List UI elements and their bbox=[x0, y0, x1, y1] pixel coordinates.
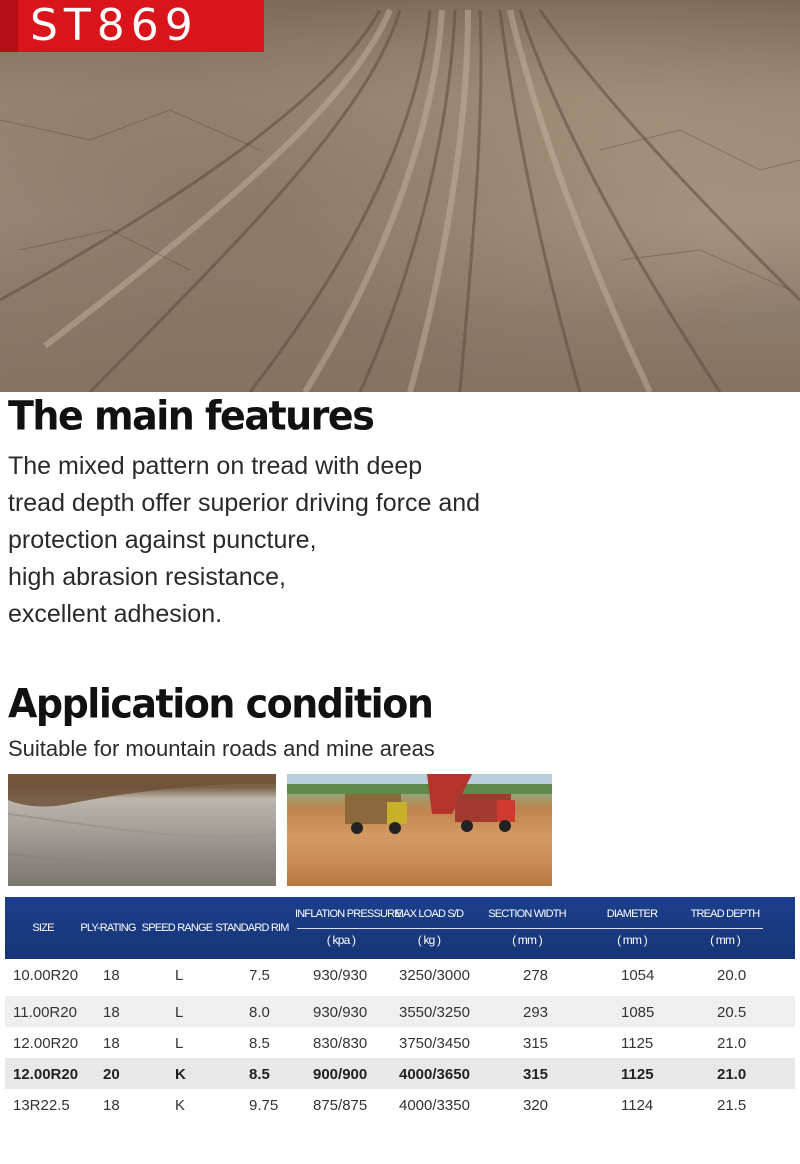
spec-table-header bbox=[5, 897, 795, 959]
cell-size: 11.00R20 bbox=[13, 1004, 77, 1021]
cell-diameter: 1124 bbox=[621, 1097, 654, 1114]
photo-mine-area bbox=[287, 774, 552, 886]
cell-ply: 18 bbox=[103, 1097, 120, 1114]
header-section-width: SECTION WIDTH bbox=[488, 908, 566, 920]
cell-rim: 8.0 bbox=[249, 1004, 270, 1021]
mountain-road-illustration bbox=[8, 774, 276, 886]
brand-logo bbox=[0, 0, 264, 52]
cell-size: 10.00R20 bbox=[13, 967, 79, 984]
table-row bbox=[5, 1058, 795, 1089]
table-row bbox=[5, 959, 795, 990]
cell-depth: 21.0 bbox=[717, 1066, 747, 1083]
features-description bbox=[8, 448, 480, 633]
cell-speed: L bbox=[175, 1035, 184, 1052]
cell-load: 4000/3650 bbox=[399, 1066, 470, 1083]
features-line: high abrasion resistance, bbox=[8, 563, 286, 591]
cell-width: 315 bbox=[523, 1035, 549, 1052]
mine-trucks-illustration bbox=[287, 774, 552, 886]
header-tread-depth: TREAD DEPTH bbox=[690, 908, 760, 920]
cell-ply: 20 bbox=[103, 1066, 120, 1083]
application-description: Suitable for mountain roads and mine areas bbox=[8, 736, 435, 761]
header-diameter-unit: ( mm ) bbox=[617, 933, 647, 947]
header-diameter: DIAMETER bbox=[606, 908, 658, 920]
header-max-load-unit: ( kg ) bbox=[417, 933, 441, 947]
cell-pressure: 875/875 bbox=[313, 1097, 368, 1114]
cell-width: 278 bbox=[523, 967, 549, 984]
features-heading: The main features bbox=[8, 392, 374, 440]
cell-ply: 18 bbox=[103, 967, 120, 984]
cell-rim: 7.5 bbox=[249, 967, 270, 984]
cell-diameter: 1125 bbox=[621, 1035, 654, 1052]
table-row bbox=[5, 1027, 795, 1058]
cell-width: 315 bbox=[523, 1066, 549, 1083]
cell-speed: L bbox=[175, 1004, 184, 1021]
header-tread-depth-unit: ( mm ) bbox=[710, 933, 740, 947]
cell-rim: 8.5 bbox=[249, 1035, 270, 1052]
cell-ply: 18 bbox=[103, 1004, 120, 1021]
spec-table bbox=[5, 897, 795, 1120]
features-line: protection against puncture, bbox=[8, 526, 317, 554]
photo-mountain-road bbox=[8, 774, 276, 886]
cell-pressure: 900/900 bbox=[313, 1066, 368, 1083]
cell-diameter: 1085 bbox=[621, 1004, 655, 1021]
cell-depth: 21.0 bbox=[717, 1035, 747, 1052]
table-row bbox=[5, 1089, 795, 1120]
cell-pressure: 930/930 bbox=[313, 1004, 368, 1021]
cell-diameter: 1054 bbox=[621, 967, 655, 984]
header-speed-range: SPEED RANGE bbox=[141, 922, 213, 934]
cell-size: 12.00R20 bbox=[13, 1066, 79, 1083]
header-divider bbox=[297, 928, 763, 929]
features-line: excellent adhesion. bbox=[8, 600, 223, 628]
cell-pressure: 930/930 bbox=[313, 967, 368, 984]
application-heading: Application condition bbox=[8, 680, 433, 728]
header-ply-rating: PLY-RATING bbox=[80, 922, 136, 934]
cell-speed: K bbox=[175, 1066, 186, 1083]
cell-speed: K bbox=[175, 1097, 186, 1114]
cell-width: 293 bbox=[523, 1004, 549, 1021]
cell-rim: 9.75 bbox=[249, 1097, 279, 1114]
cell-load: 3750/3450 bbox=[399, 1035, 470, 1052]
cell-size: 12.00R20 bbox=[13, 1035, 79, 1052]
table-row bbox=[5, 996, 795, 1027]
logo-text: ST869 bbox=[30, 0, 199, 51]
cell-pressure: 830/830 bbox=[313, 1035, 368, 1052]
header-max-load: MAX LOAD S/D bbox=[394, 908, 464, 920]
tire-tracks-illustration bbox=[0, 0, 800, 392]
cell-depth: 20.0 bbox=[717, 967, 747, 984]
hero-image-tire-tracks bbox=[0, 0, 800, 392]
header-inflation-pressure-unit: ( kpa ) bbox=[326, 933, 356, 947]
logo-accent-bar bbox=[0, 0, 18, 52]
cell-load: 4000/3350 bbox=[399, 1097, 470, 1114]
cell-diameter: 1125 bbox=[621, 1066, 654, 1083]
header-inflation-pressure: INFLATION PRESSURE bbox=[295, 908, 401, 920]
header-standard-rim: STANDARD RIM bbox=[215, 922, 289, 934]
cell-depth: 20.5 bbox=[717, 1004, 747, 1021]
header-size: SIZE bbox=[32, 922, 54, 934]
features-line: tread depth offer superior driving force and bbox=[8, 489, 481, 517]
cell-ply: 18 bbox=[103, 1035, 120, 1052]
cell-width: 320 bbox=[523, 1097, 549, 1114]
cell-size: 13R22.5 bbox=[13, 1097, 70, 1114]
features-line: The mixed pattern on tread with deep bbox=[8, 452, 423, 480]
header-section-width-unit: ( mm ) bbox=[512, 933, 542, 947]
cell-load: 3550/3250 bbox=[399, 1004, 470, 1021]
cell-depth: 21.5 bbox=[717, 1097, 747, 1114]
cell-load: 3250/3000 bbox=[399, 967, 470, 984]
cell-speed: L bbox=[175, 967, 184, 984]
cell-rim: 8.5 bbox=[249, 1066, 270, 1083]
